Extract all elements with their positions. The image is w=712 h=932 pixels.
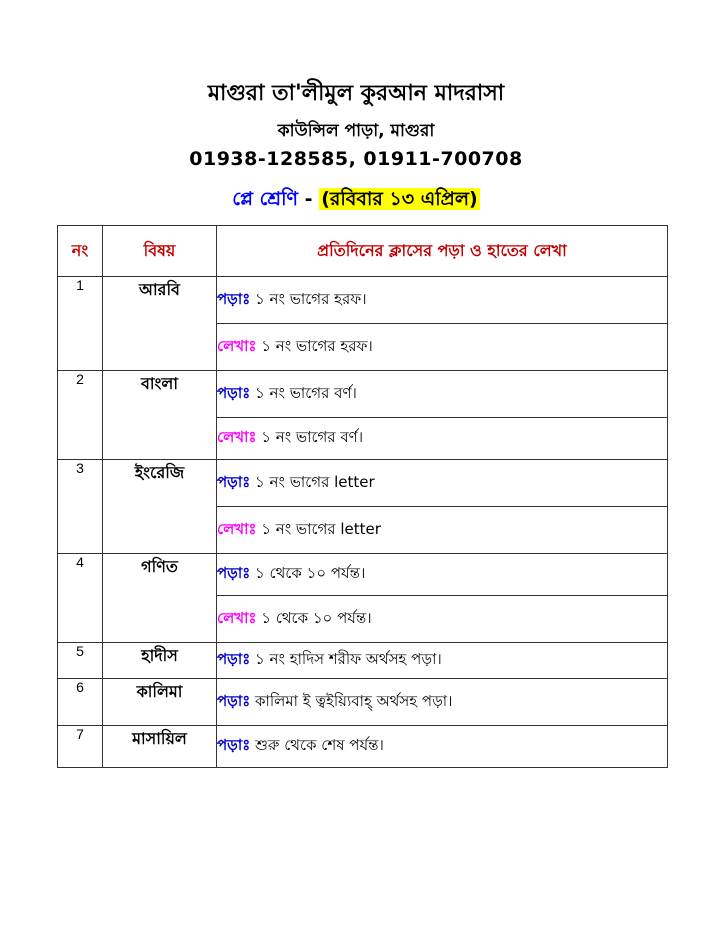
reading-text: ১ নং ভাগের letter <box>250 472 375 491</box>
table-row <box>58 460 668 507</box>
writing-label: লেখাঃ <box>217 428 257 446</box>
reading-cell <box>217 726 668 768</box>
writing-cell <box>217 507 668 554</box>
reading-label: পড়াঃ <box>217 691 251 710</box>
madrasa-title: মাগুরা তা'লীমুল কুরআন মাদরাসা <box>207 81 505 106</box>
reading-text: কালিমা ই ত্বইয়্যিবাহ্ অর্থসহ পড়া। <box>250 691 453 710</box>
table-row <box>58 679 668 726</box>
reading-text: ১ নং হাদিস শরীফ অর্থসহ পড়া। <box>250 650 442 668</box>
writing-text: ১ নং ভাগের letter <box>256 519 381 538</box>
reading-label: পড়াঃ <box>217 383 251 402</box>
reading-label: পড়াঃ <box>217 289 251 308</box>
writing-text: ১ নং ভাগের বর্ণ। <box>256 428 364 446</box>
row-number: 5 <box>58 643 103 679</box>
reading-text: ১ নং ভাগের বর্ণ। <box>250 383 357 402</box>
address-line: কাউন্সিল পাড়া, মাগুরা <box>277 121 435 141</box>
table-header-row <box>58 226 668 277</box>
reading-cell <box>217 460 668 507</box>
row-number: 4 <box>58 554 103 643</box>
table-row <box>58 554 668 596</box>
table-row <box>58 277 668 324</box>
subject-name: মাসায়িল <box>103 726 217 768</box>
subject-name: বাংলা <box>103 371 217 460</box>
reading-text: ১ নং ভাগের হরফ। <box>250 289 367 308</box>
routine-table <box>57 225 668 768</box>
date-highlight: (রবিবার ১৩ এপ্রিল) <box>321 188 478 210</box>
writing-label: লেখাঃ <box>217 519 257 538</box>
phone-numbers: 01938-128585, 01911-700708 <box>189 148 523 170</box>
reading-cell <box>217 371 668 418</box>
row-number: 6 <box>58 679 103 726</box>
header-work: প্রতিদিনের ক্লাসের পড়া ও হাতের লেখা <box>217 226 668 277</box>
reading-label: পড়াঃ <box>217 736 251 754</box>
class-name: প্লে শ্রেণি <box>232 188 299 210</box>
table-row <box>58 643 668 679</box>
writing-cell <box>217 596 668 643</box>
subject-name: ইংরেজি <box>103 460 217 554</box>
subject-name: হাদীস <box>103 643 217 679</box>
header-no: নং <box>58 226 103 277</box>
reading-cell <box>217 554 668 596</box>
subject-name: গণিত <box>103 554 217 643</box>
writing-label: লেখাঃ <box>217 336 257 355</box>
writing-cell <box>217 324 668 371</box>
reading-text: ১ থেকে ১০ পর্যন্ত। <box>250 564 366 582</box>
separator: - <box>304 188 313 210</box>
table-row <box>58 726 668 768</box>
writing-label: লেখাঃ <box>217 608 257 627</box>
reading-cell <box>217 679 668 726</box>
writing-text: ১ নং ভাগের হরফ। <box>256 336 373 355</box>
row-number: 1 <box>58 277 103 371</box>
reading-cell <box>217 277 668 324</box>
reading-label: পড়াঃ <box>217 650 251 668</box>
subject-name: আরবি <box>103 277 217 371</box>
header-subject: বিষয় <box>103 226 217 277</box>
writing-cell <box>217 418 668 460</box>
reading-label: পড়াঃ <box>217 472 251 491</box>
class-date-line <box>0 185 712 217</box>
writing-text: ১ থেকে ১০ পর্যন্ত। <box>256 608 372 627</box>
row-number: 2 <box>58 371 103 460</box>
reading-cell <box>217 643 668 679</box>
reading-text: শুরু থেকে শেষ পর্যন্ত। <box>250 736 384 754</box>
subject-name: কালিমা <box>103 679 217 726</box>
reading-label: পড়াঃ <box>217 564 251 582</box>
row-number: 7 <box>58 726 103 768</box>
row-number: 3 <box>58 460 103 554</box>
table-row <box>58 371 668 418</box>
